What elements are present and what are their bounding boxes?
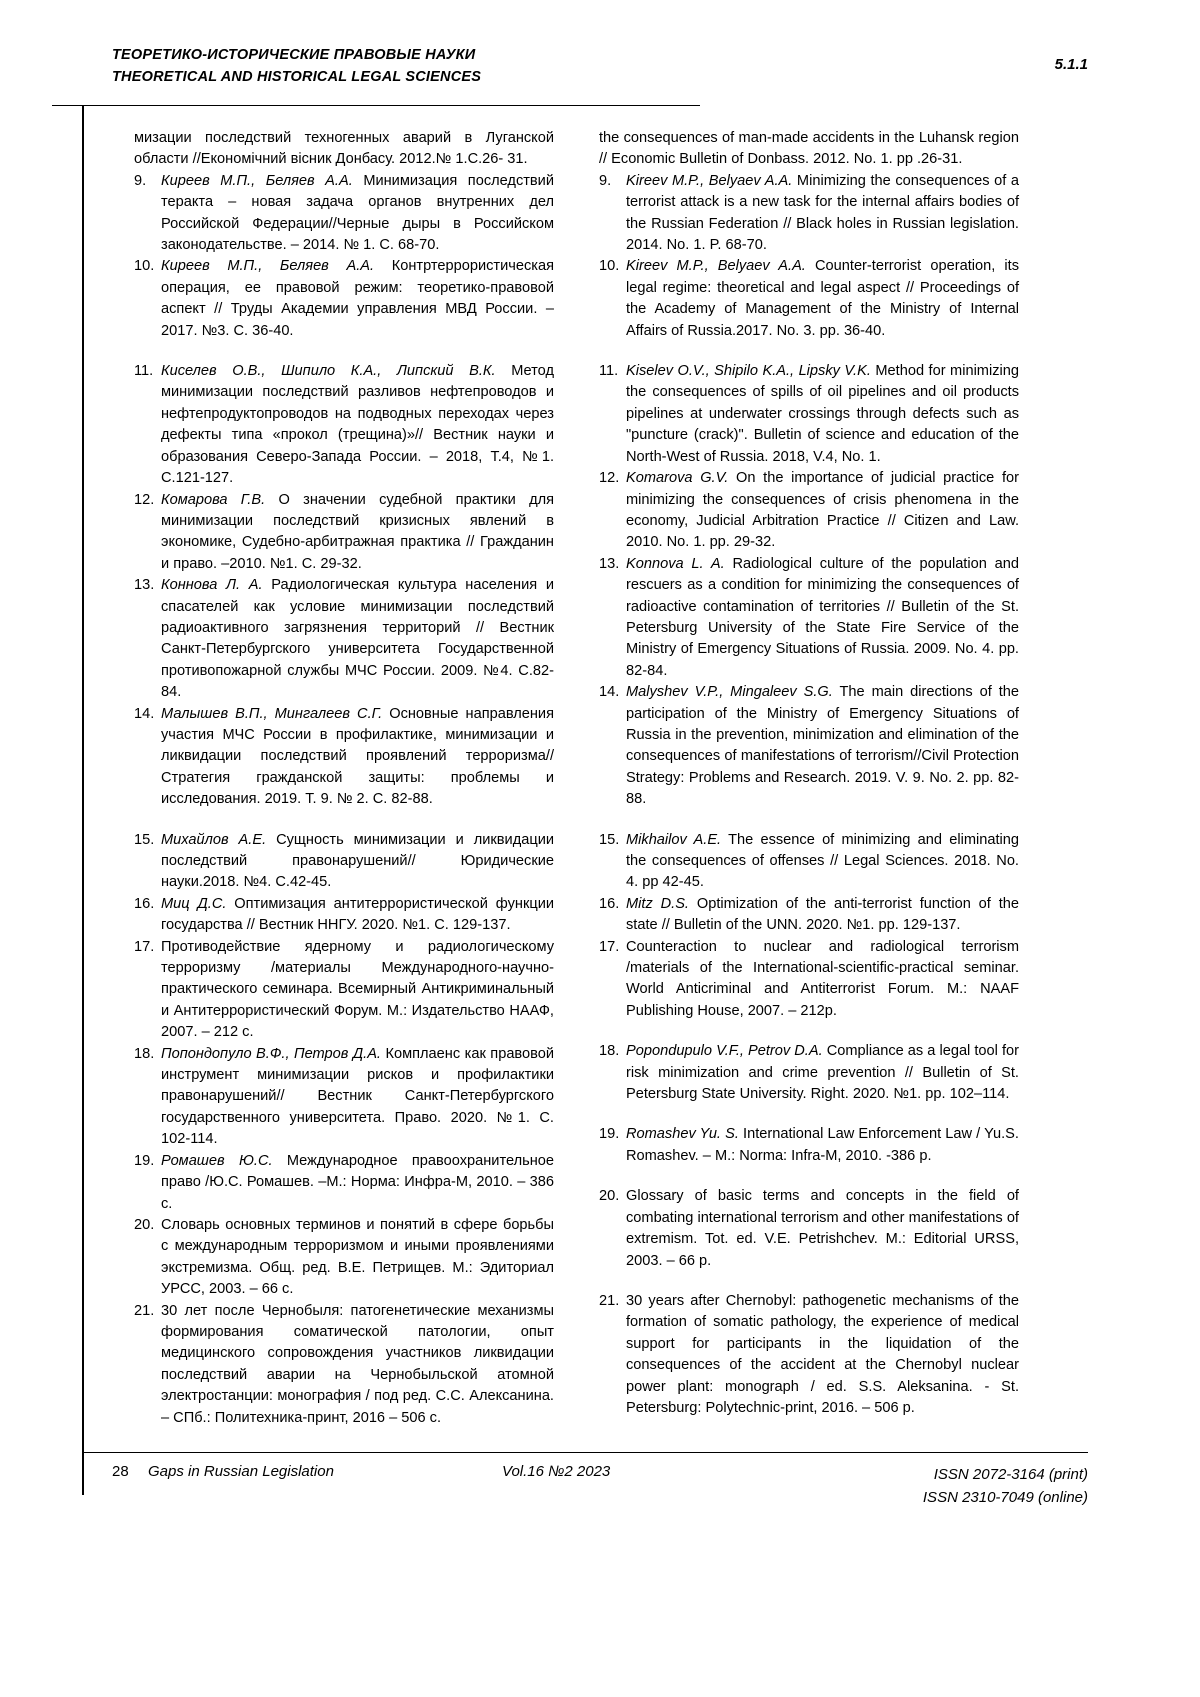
ref-number: 9. — [134, 172, 147, 189]
left-margin-rule — [82, 105, 84, 1495]
ref-number: 13. — [599, 555, 620, 572]
ref-body — [161, 1215, 554, 1301]
ref-body — [626, 554, 1019, 682]
list-item — [599, 554, 1019, 682]
ref-text: On the importance of judicial practice for minimizing the consequences of crisis phenomena in the economy, Judicial Arbitration Practice // Citizen and Law. 2010. No. 1. pp. 29-32. — [626, 470, 1019, 551]
ref-text: Метод минимизации последствий разливов нефтепроводов и нефтепродуктопроводов на подводных переходах через дефекты типа «прокол (трещина)»// Вестник науки и образования Северо-Запада России. – 2018, Т.4, №1. С.121-127. — [161, 363, 554, 487]
ref-text: Комплаенс как правовой инструмент минимизации рисков и профилактики правонарушений// Вестник Санкт-Петербургского государственного университета. Право. 2020. №1. С. 102-114. — [161, 1045, 554, 1148]
ref-text: International Law Enforcement Law / Yu.S. Romashev. – M.: Norma: Infra-M, 2010. -386 p. — [626, 1126, 1019, 1164]
list-item — [134, 361, 554, 489]
ref-number: 14. — [134, 705, 155, 722]
ref-body — [626, 1186, 1019, 1272]
ref-number: 10. — [599, 258, 620, 275]
ref-text: 30 лет после Чернобыля: патогенетические механизмы формирования соматической патологии, опыт медицинского сопровождения участников ликвидации последствий аварии на Чернобыльской атомной электростанции: монография / под ред. С.С. Алексанина. – СПб.: Политехника-принт, 2016 – 506 с. — [161, 1302, 554, 1426]
ref-text: 30 years after Chernobyl: pathogenetic mechanisms of the formation of somatic pathology, the experience of medical support for participants in the liquidation of the consequences of the accident at the Chernobyl nuclear power plant: monograph / ed. S.S. Aleksanina. - St. Petersburg: Polytechnic-print, 2016. – 506 p. — [626, 1292, 1019, 1416]
ref-body — [626, 1124, 1019, 1167]
column-english — [599, 128, 1019, 1419]
list-item — [599, 937, 1019, 1023]
ref-text: Method for minimizing the consequences of spills of oil pipelines and oil products pipelines at underwater crossings through defects such as "puncture (crack)". Bulletin of science and education of the North-West of Russia. 2018, V.4, No. 1. — [626, 363, 1019, 465]
list-item — [134, 1151, 554, 1215]
list-item — [599, 1041, 1019, 1105]
ref-authors: Konnova L. A. — [626, 555, 725, 572]
ref-text: Словарь основных терминов и понятий в сфере борьбы с международным терроризмом и иными проявлениями экстремизма. Общ. ред. В.Е. Петрищев. М.: Эдиториал УРСС, 2003. – 66 с. — [161, 1216, 554, 1298]
ref-number: 11. — [599, 363, 619, 380]
ref-number: 15. — [134, 831, 155, 848]
ref-number: 14. — [599, 684, 620, 701]
ref-body — [626, 1291, 1019, 1419]
ref-authors: Romashev Yu. S. — [626, 1126, 739, 1143]
ref-body — [161, 830, 554, 894]
ref-authors: Popondupulo V.F., Petrov D.A. — [626, 1043, 823, 1060]
footer-issn-online: ISSN 2310-7049 (online) — [922, 1489, 1088, 1506]
ref-body — [161, 490, 554, 576]
ref-body — [626, 361, 1019, 468]
footer-page-number: 28 — [112, 1463, 129, 1480]
ref-authors: Михайлов А.Е. — [161, 831, 267, 848]
ref-text: The essence of minimizing and eliminating the consequences of offenses // Legal Sciences. 2018. No. 4. pp 42-45. — [626, 831, 1019, 891]
header-title-en: THEORETICAL AND HISTORICAL LEGAL SCIENCES — [112, 69, 482, 85]
ref-number: 19. — [134, 1152, 155, 1169]
list-item — [599, 682, 1019, 810]
ref-authors: Киреев М.П., Беляев А.А. — [161, 172, 353, 189]
ref-body — [161, 361, 554, 489]
header-divider — [52, 105, 700, 106]
ref-authors: Mitz D.S. — [626, 895, 689, 912]
ref-number: 13. — [134, 577, 155, 594]
ref-number: 12. — [599, 470, 620, 487]
reference-list-en — [599, 171, 1019, 1420]
footer-volume-issue: Vol.16 №2 2023 — [502, 1463, 611, 1480]
ref-authors: Коннова Л. А. — [161, 577, 263, 594]
reference-columns — [112, 128, 1088, 1438]
ref-body — [161, 937, 554, 1044]
ref-text: Counteraction to nuclear and radiological terrorism /materials of the International-scientific-practical seminar. World Anticriminal and Antiterrorist Forum. M.: NAAF Publishing House, 2007. – 212p. — [626, 938, 1019, 1019]
list-item — [134, 256, 554, 342]
ref-text: Противодействие ядерному и радиологическому терроризму /материалы Международного-научно-практического семинара. Всемирный Антикриминальный и Антитеррористический Форум. М.: Издательство НААФ, 2007. – 212 с. — [161, 938, 554, 1041]
ref-number: 17. — [599, 938, 620, 955]
ref-authors: Миц Д.С. — [161, 895, 227, 912]
list-item — [599, 1124, 1019, 1167]
ref-number: 12. — [134, 491, 155, 508]
ref-authors: Kireev M.P., Belyaev A.A. — [626, 172, 793, 189]
ref-text: Международное правоохранительное право /Ю.С. Ромашев. –М.: Норма: Инфра-М, 2010. – 386 с. — [161, 1152, 555, 1212]
ref-number: 21. — [599, 1292, 620, 1309]
ref-text: Оптимизация антитеррористической функции государства // Вестник ННГУ. 2020. №1. С. 129-137. — [161, 895, 554, 934]
ref-body — [626, 256, 1019, 342]
ref-authors: Malyshev V.P., Mingaleev S.G. — [626, 684, 833, 701]
ref-number: 16. — [134, 895, 155, 912]
ref-text: Counter-terrorist operation, its legal regime: theoretical and legal aspect // Proceedings of the Academy of Management of the Ministry of Internal Affairs of Russia.2017. No. 3. pp. 36-40. — [626, 258, 1019, 339]
header-titles — [112, 44, 481, 88]
list-item — [134, 490, 554, 576]
ref-body — [161, 575, 554, 703]
ref-text: The main directions of the participation of the Ministry of Emergency Situations of Russia in the prevention, minimization and elimination of the consequences of manifestations of terrorism//Civil Protection Strategy: Problems and Research. 2019. V. 9. No. 2. pp. 82-88. — [626, 684, 1019, 808]
ref-body — [161, 1044, 554, 1151]
list-item — [599, 1186, 1019, 1272]
ref-authors: Komarova G.V. — [626, 470, 729, 487]
ref-body — [626, 830, 1019, 894]
ref-number: 16. — [599, 895, 620, 912]
ref-body — [626, 171, 1019, 257]
ref-authors: Ромашев Ю.С. — [161, 1152, 273, 1169]
list-item — [134, 937, 554, 1044]
ref-text: О значении судебной практики для минимизации последствий кризисных явлений в экономике, Судебно-арбитражная практика // Гражданин и право. –2010. №1. С. 29-32. — [161, 491, 555, 572]
footer-journal-title: Gaps in Russian Legislation — [148, 1463, 334, 1480]
ref-authors: Комарова Г.В. — [161, 491, 266, 508]
ref-number: 20. — [599, 1188, 620, 1205]
ref-body — [626, 468, 1019, 554]
ref-number: 17. — [134, 938, 155, 955]
ref-text: Контртеррористическая операция, ее правовой режим: теоретико-правовой аспект // Труды Академии управления МВД России. –2017. №3. С. 36-40. — [161, 258, 554, 339]
list-item — [134, 1215, 554, 1301]
header-title-ru: ТЕОРЕТИКО-ИСТОРИЧЕСКИЕ ПРАВОВЫЕ НАУКИ — [112, 47, 476, 63]
ref-body — [161, 171, 554, 257]
list-item — [599, 830, 1019, 894]
ref-text: Радиологическая культура населения и спасателей как условие минимизации последствий радиоактивного загрязнения территорий // Вестник Санкт-Петербургского университета Государственной противопожарной службы МЧС России. 2009. №4. С.82-84. — [161, 577, 555, 701]
list-item — [134, 830, 554, 894]
ref-number: 21. — [134, 1302, 155, 1319]
list-item — [134, 171, 554, 257]
ref-number: 9. — [599, 172, 612, 189]
ref-number: 20. — [134, 1216, 155, 1233]
list-item — [134, 1301, 554, 1429]
ref-text: Минимизация последствий теракта – новая задача органов внутренних дел Российской Федерации//Черные дыры в Российском законодательстве. – 2014. № 1. С. 68-70. — [161, 172, 554, 254]
ref-body — [161, 1301, 554, 1429]
ref-body — [161, 256, 554, 342]
list-item — [599, 468, 1019, 554]
ref-body — [626, 682, 1019, 810]
ref-text: Основные направления участия МЧС России в профилактике, минимизации и ликвидации последствий проявлений терроризма//Стратегия гражданской защиты: проблемы и исследования. 2019. Т. 9. № 2. С. 82-88. — [161, 705, 554, 808]
ref-number: 10. — [134, 258, 155, 275]
ref-authors: Попондопуло В.Ф., Петров Д.А. — [161, 1045, 381, 1062]
ref-authors: Mikhailov A.E. — [626, 831, 722, 848]
list-item — [134, 1044, 554, 1151]
ref-number: 19. — [599, 1126, 620, 1143]
page-header — [112, 44, 1088, 88]
ref-number: 15. — [599, 831, 620, 848]
ref-body — [626, 894, 1019, 937]
list-item — [599, 256, 1019, 342]
ref-body — [626, 1041, 1019, 1105]
reference-list-ru — [134, 171, 554, 1429]
list-item — [599, 361, 1019, 468]
ref-text: Radiological culture of the population and rescuers as a condition for minimizing the consequences of radioactive contamination of territories // Bulletin of the St. Petersburg University of the State Fire Service of the Ministry of Emergency Situations of Russia. 2009. No. 4. pp. 82-84. — [626, 555, 1019, 679]
column-russian — [134, 128, 554, 1429]
ref-text: Optimization of the anti-terrorist function of the state // Bulletin of the UNN. 2020. №1. pp. 129-137. — [626, 895, 1020, 934]
ref-number: 18. — [599, 1043, 620, 1060]
list-item — [134, 575, 554, 703]
list-item — [599, 1291, 1019, 1419]
list-item — [134, 894, 554, 937]
footer-issn — [923, 1463, 1088, 1509]
ref-body — [161, 704, 554, 811]
ref-body — [161, 894, 554, 937]
ref-text: Сущность минимизации и ликвидации последствий правонарушений// Юридические науки.2018. №4. С.42-45. — [161, 831, 554, 891]
ref-number: 18. — [134, 1045, 155, 1062]
ref-text: Minimizing the consequences of a terrorist attack is a new task for the internal affairs bodies of the Russian Federation // Black holes in Russian legislation. 2014. No. 1. P. 68-70. — [626, 172, 1019, 254]
footer-issn-print: ISSN 2072-3164 (print) — [933, 1466, 1088, 1483]
ref-authors: Киреев М.П., Беляев А.А. — [161, 258, 375, 275]
list-item — [599, 171, 1019, 257]
ref-text: Compliance as a legal tool for risk minimization and crime prevention // Bulletin of St. Petersburg State University. Right. 2020. №1. pp. 102–114. — [626, 1043, 1019, 1103]
ref-number: 11. — [134, 363, 154, 380]
header-section-code: 5.1.1 — [1054, 56, 1088, 73]
ref-body — [161, 1151, 554, 1215]
ref-authors: Киселев О.В., Шипило К.А., Липский В.К. — [161, 363, 496, 380]
continuation-text-en: the consequences of man-made accidents in the Luhansk region // Economic Bulletin of Donbass. 2012. No. 1. pp .26-31. — [599, 130, 1019, 168]
ref-body — [626, 937, 1019, 1023]
ref-authors: Kiselev O.V., Shipilo K.A., Lipsky V.K. — [626, 363, 871, 380]
ref-authors: Kireev M.P., Belyaev A.A. — [626, 258, 806, 275]
continuation-text-ru: мизации последствий техногенных аварий в Луганской области //Економічний вісник Донбасу. 2012.№ 1.С.26- 31. — [134, 130, 554, 168]
list-item — [134, 704, 554, 811]
ref-authors: Малышев В.П., Мингалеев С.Г. — [161, 705, 383, 722]
footer-divider — [82, 1452, 1088, 1453]
ref-text: Glossary of basic terms and concepts in the field of combating international terrorism and other manifestations of extremism. Tot. ed. V.E. Petrishchev. M.: Editorial URSS, 2003. – 66 p. — [626, 1188, 1019, 1269]
list-item — [599, 894, 1019, 937]
